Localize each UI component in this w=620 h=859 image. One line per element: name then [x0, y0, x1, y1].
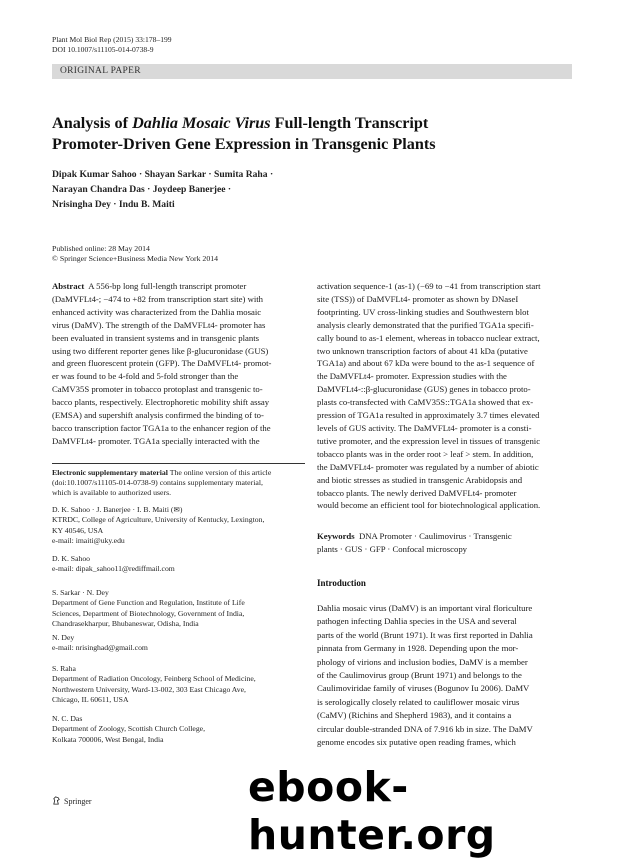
divider — [52, 463, 305, 464]
email-link[interactable]: e-mail: nrisinghad@gmail.com — [52, 643, 148, 653]
watermark: ebook-hunter.org — [248, 763, 496, 859]
doi[interactable]: DOI 10.1007/s11105-014-0738-9 — [52, 45, 154, 54]
affiliation-block: N. Dey e-mail: nrisinghad@gmail.com — [52, 633, 305, 654]
publisher-logo — [52, 796, 92, 806]
email-link[interactable]: e-mail: imaiti@uky.edu — [52, 536, 125, 546]
section-heading-introduction: Introduction — [317, 578, 366, 588]
affiliation-block: S. Sarkar · N. Dey Department of Gene Function and Regulation, Institute of Life Sciences, Department of Biotechnology, Government of India, Chandrasekharpur, Bhubaneswar, Odisha, India — [52, 588, 245, 629]
affiliation-block: N. C. Das Department of Zoology, Scottish Church College, Kolkata 700006, West Bengal, India — [52, 714, 206, 744]
abstract-label: Abstract — [52, 281, 85, 291]
abstract-left-column: Abstract A 556-bp long full-length transcript promoter (DaMVFLt4-; −474 to +82 from transcription start site) with enhanced activity was characterized from the Dahlia mosaic virus (DaMV). The strength of the DaMVFLt4- promoter has been evaluated in transient systems and in transgenic plants using two different reporter genes like β-glucuronidase (GUS) and green fluorescent protein (GFP). The DaMVFLt4- promot- er was found to be 4-fold and 5-fold stronger than the CaMV35S promoter in tobacco protoplast and transgenic to- bacco plants, respectively. Electrophoretic mobility shift assay (EMSA) and supershift analysis confirmed the binding of to- bacco transcription factor TGA1a to the enhancer region of the DaMVFLt4- promoter. TGA1a specially interacted with the — [52, 281, 272, 446]
keywords: Keywords DNA Promoter · Caulimovirus · Transgenic plants · GUS · GFP · Confocal microscopy — [317, 531, 512, 554]
springer-horse-icon — [52, 796, 61, 805]
affiliation-block: S. Raha Department of Radiation Oncology, Feinberg School of Medicine, Northwestern University, Ward-13-002, 303 East Chicago Ave, Chicago, IL 60611, USA — [52, 664, 256, 705]
supplementary-material-note: Electronic supplementary material The online version of this article (doi:10.1007/s11105-014-0738-9) contains supplementary material, which is available to authorized users. — [52, 468, 305, 499]
author-line: Dipak Kumar Sahoo · Shayan Sarkar · Sumita Raha · — [52, 169, 274, 180]
article-type-banner — [52, 64, 572, 79]
abstract-right-column: activation sequence-1 (as-1) (−69 to −41 from transcription start site (TSS)) of DaMVFLt4- promoter as shown by DNaseI footprinting. UV cross-linking studies and Southwestern blot analysis clearly demonstrated that the purified TGA1a specifi- cally bound to as-1 element, whereas in tobacco nuclear extract, two unknown transcription factors of about 41 kDa (putative TGA1a) and about 67 kDa were bound to the as-1 sequence of the DaMVFLt4- promoter. Expression studies with the DaMVFLt4-::β-glucuronidase (GUS) genes in tobacco proto- plasts co-transfected with CaMV35S::TGA1a showed that ex- pression of TGA1a resulted in approximately 3.7 times elevated levels of GUS activity. The DaMVFLt4- promoter is a consti- tutive promoter, and the expression level in tissues of transgenic tobacco plants was in the order root > leaf > stem. In addition, the DaMVFLt4- promoter was regulated by a number of abiotic and biotic stresses as studied in transgenic Arabidopsis and tobacco plants. The newly derived DaMVFLt4- promoter would become an efficient tool for biotechnological application. — [317, 281, 541, 511]
publication-info: Published online: 28 May 2014 © Springer Science+Business Media New York 2014 — [52, 244, 219, 263]
page-title: Analysis of Dahlia Mosaic Virus Full-length Transcript Promoter-Driven Gene Expression in Transgenic Plants — [52, 114, 436, 153]
introduction-text: Dahlia mosaic virus (DaMV) is an important viral floriculture pathogen infecting Dahlia species in the USA and several parts of the world (Brunt 1971). It was first reported in Dahlia pinnata from Germany in 1928. Depending upon the mor- phology of virions and inclusion bodies, DaMV is a member of the Caulimovirus group (Brunt 1971) and belongs to the Caulimoviridae family of viruses (Bogunov Iu 2006). DaMV is serologically closely related to cauliflower mosaic virus (CaMV) (Richins and Shepherd 1983), and it contains a circular double-stranded DNA of 7.916 kb in size. The DaMV genome encodes six putative open reading frames, which — [317, 603, 533, 748]
journal-citation: Plant Mol Biol Rep (2015) 33:178–199 — [52, 35, 172, 44]
affiliation-block: D. K. Sahoo · J. Banerjee · I. B. Maiti (✉) KTRDC, College of Agriculture, University of Kentucky, Lexington, KY 40546, USA e-mail: imaiti@uky.edu — [52, 505, 305, 547]
email-link[interactable]: e-mail: dipak_sahoo11@rediffmail.com — [52, 564, 175, 574]
author-list — [52, 167, 452, 212]
author-line: Nrisingha Dey · Indu B. Maiti — [52, 199, 175, 210]
author-line: Narayan Chandra Das · Joydeep Banerjee · — [52, 184, 232, 195]
publisher-name: Springer — [64, 797, 92, 806]
supplementary-doi-link[interactable]: (doi:10.1007/s11105-014-0738-9) contains supplementary material, — [52, 478, 263, 488]
article-type-label: ORIGINAL PAPER — [60, 66, 141, 76]
keywords-label: Keywords — [317, 531, 355, 541]
affiliation-block: D. K. Sahoo e-mail: dipak_sahoo11@rediffmail.com — [52, 554, 305, 575]
